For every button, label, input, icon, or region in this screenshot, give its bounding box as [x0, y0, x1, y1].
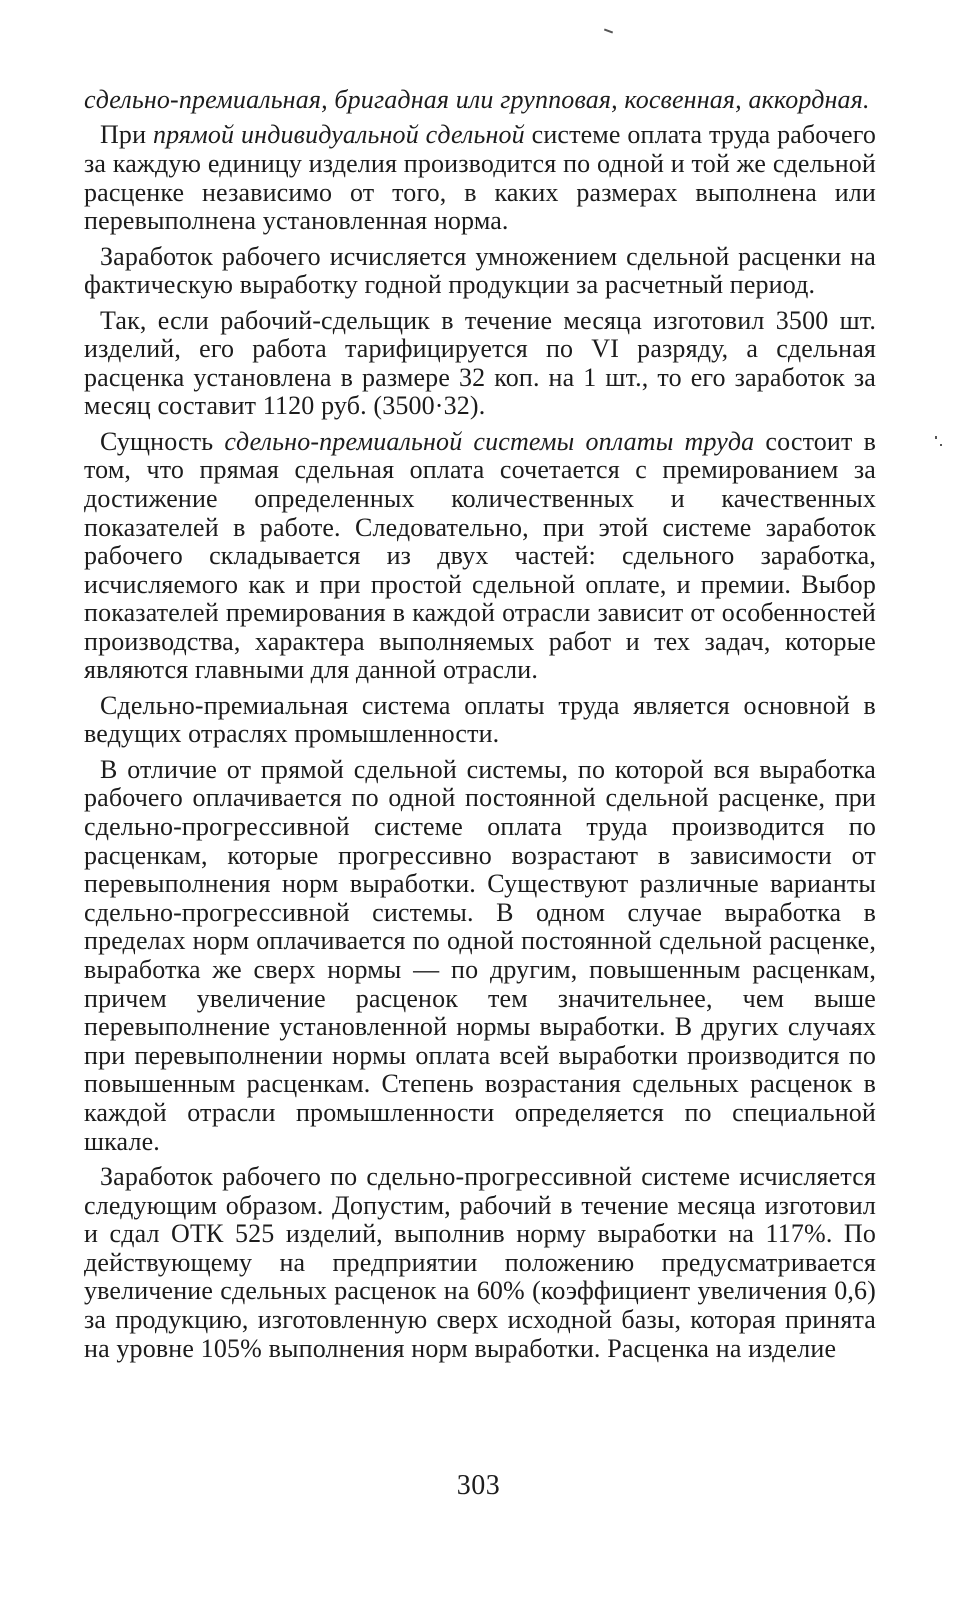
paragraph: [84, 307, 876, 421]
paragraph: [84, 86, 876, 115]
text-run: Заработок рабочего по сдельно-прогрессивной системе исчисляется следующим образом. Допустим, рабочий в течение месяца изготовил и сдал ОТК 525 изделий, выполнив норму выработки на 117%. По действующему на предприятии положению предусматривается увеличение сдельных расценок на 60% (коэффициент увеличения 0,6) за продукцию, изготовленную сверх исходной базы, которая принята на уровне 105% выполнения норм выработки. Расценка на изделие: [84, 1161, 876, 1363]
text-run: Сущность: [100, 426, 225, 456]
text-run: Сдельно-премиальная система оплаты труда является основной в ведущих отраслях промышленности.: [84, 690, 876, 749]
paragraph: [84, 121, 876, 235]
body-text: [84, 86, 876, 1370]
italic-term: сдельно-премиальная, бригадная или групповая, косвенная, аккордная.: [84, 85, 870, 114]
page-number: 303: [456, 1470, 501, 1501]
text-run: системе оплата труда рабочего за каждую единицу изделия производится по одной и той же сдельной расценке независимо от того, в каких размерах выполнена или перевыполнена установленная норма.: [84, 120, 877, 236]
italic-term: прямой индивидуальной сдельной: [152, 120, 525, 150]
text-run: В отличие от прямой сдельной системы, по которой вся выработка рабочего оплачивается по одной постоянной сдельной расценке, при сдельно-прогрессивной системе оплата труда производится по расценкам, которые прогрессивно возрастают в зависимости от перевыполнения норм выработки. Существуют различные варианты сдельно-прогрессивной системы. В одном случае выработка в пределах норм оплачивается по одной постоянной сдельной расценке, выработка же сверх нормы — по другим, повышенным расценкам, причем увеличение расценок тем значительнее, чем выше перевыполнение установленной нормы выработки. В других случаях при перевыполнении нормы оплата всей выработки производится по повышенным расценкам. Степень возрастания сдельных расценок в каждой отрасли промышленности определяется по специальной шкале.: [84, 754, 876, 1156]
scan-speck: [935, 436, 937, 439]
text-run: Так, если рабочий-сдельщик в течение месяца изготовил 3500 шт. изделий, его работа тарифицируется по VI разряду, а сдельная расценка установлена в размере 32 коп. на 1 шт., то его заработок за месяц составит 1120 руб. (3500·32).: [84, 305, 876, 421]
text-run: При: [100, 120, 153, 150]
paragraph: [84, 243, 876, 300]
paragraph: [84, 692, 876, 749]
paragraph: [84, 756, 876, 1156]
italic-term: сдельно-премиальной системы оплаты труда: [224, 426, 755, 456]
paragraph: [84, 1163, 876, 1363]
text-run: состоит в том, что прямая сдельная оплата сочетается с премированием за достижение определенных количественных и качественных показателей в работе. Следовательно, при этой системе заработок рабочего складывается из двух частей: сдельного заработка, исчисляемого как и при простой сдельной оплате, и премии. Выбор показателей премирования в каждой отрасли зависит от особенностей производства, характера выполняемых работ и тех задач, которые являются главными для данной отрасли.: [84, 426, 876, 685]
scan-speck: [604, 29, 613, 34]
scan-speck: [940, 444, 942, 446]
text-run: Заработок рабочего исчисляется умножением сдельной расценки на фактическую выработку годной продукции за расчетный период.: [84, 241, 876, 300]
paragraph: [84, 428, 876, 685]
